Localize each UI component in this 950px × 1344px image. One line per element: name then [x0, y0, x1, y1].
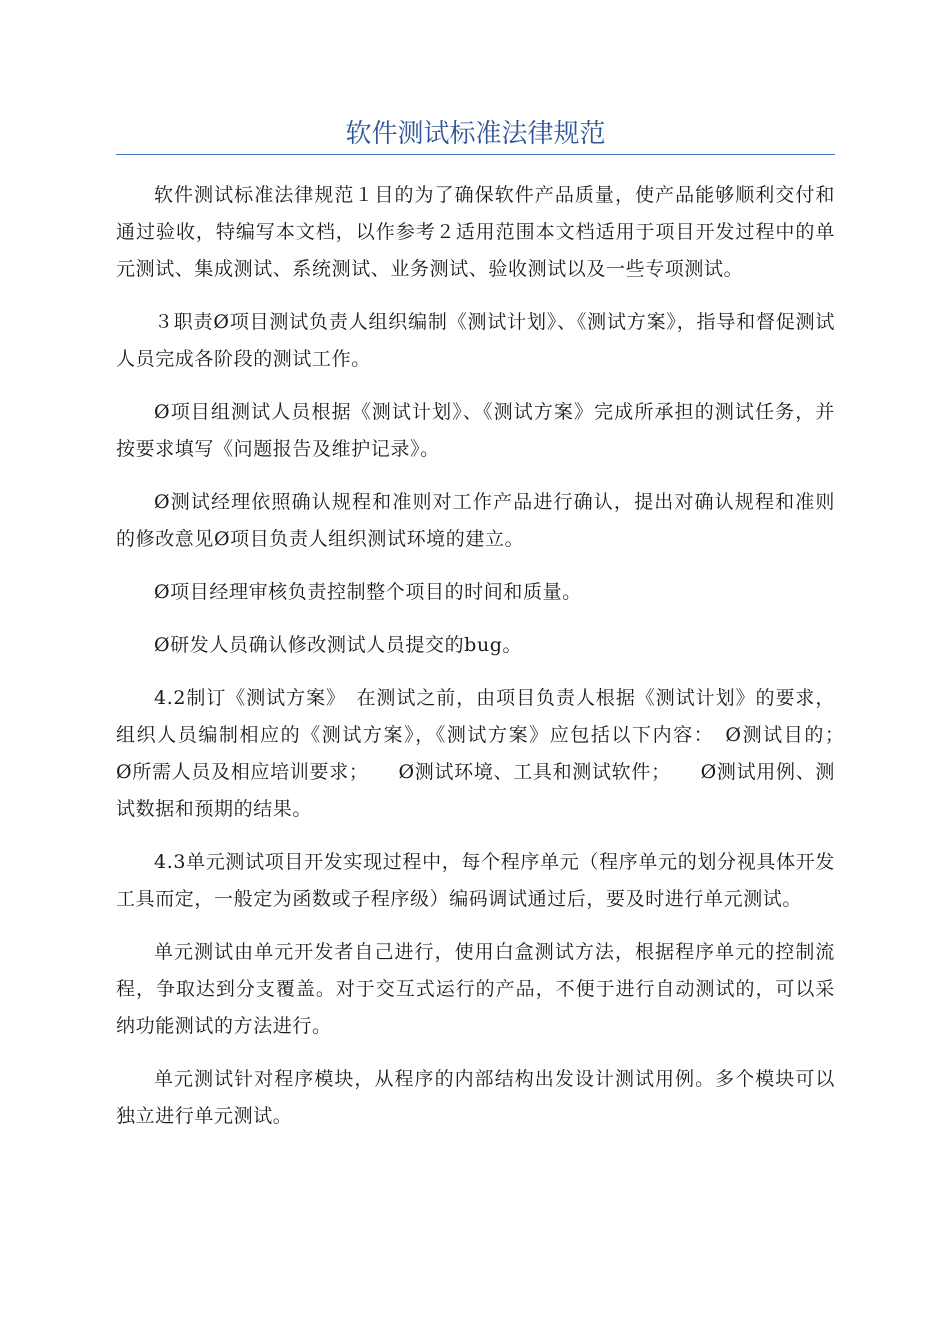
paragraph-project-manager: Ø项目经理审核负责控制整个项目的时间和质量。	[154, 581, 582, 603]
paragraph-test-manager: Ø测试经理依照确认规程和准则对工作产品进行确认，提出对确认规程和准则的修改意见Ø项目负责人组织测试环境的建立。	[116, 491, 835, 550]
paragraph-purpose-scope: 软件测试标准法律规范１目的为了确保软件产品质量，使产品能够顺利交付和通过验收，特编写本文档，以作参考２适用范围本文档适用于项目开发过程中的单元测试、集成测试、系统测试、业务测试、验收测试以及一些专项测试。	[116, 184, 835, 280]
paragraph-unit-test-modules: 单元测试针对程序模块，从程序的内部结构出发设计测试用例。多个模块可以独立进行单元测试。	[116, 1068, 835, 1127]
paragraph-team-testers: Ø项目组测试人员根据《测试计划》、《测试方案》完成所承担的测试任务，并按要求填写《问题报告及维护记录》。	[116, 401, 835, 460]
document-page	[116, 0, 875, 1151]
paragraph-developers: Ø研发人员确认修改测试人员提交的bug。	[154, 634, 523, 656]
title-underline	[116, 154, 835, 155]
paragraph-responsibilities: ３职责Ø项目测试负责人组织编制《测试计划》、《测试方案》，指导和督促测试人员完成各阶段的测试工作。	[116, 311, 835, 370]
document-title: 软件测试标准法律规范	[345, 119, 606, 149]
document-body	[116, 177, 875, 1135]
paragraph-unit-test-method: 单元测试由单元开发者自己进行，使用白盒测试方法，根据程序单元的控制流程，争取达到分支覆盖。对于交互式运行的产品，不便于进行自动测试的，可以采纳功能测试的方法进行。	[116, 941, 835, 1037]
paragraph-test-plan: 4.2制订《测试方案》 在测试之前，由项目负责人根据《测试计划》的要求，组织人员编制相应的《测试方案》，《测试方案》应包括以下内容： Ø测试目的； Ø所需人员及相应培训要求； Ø测试环境、工具和测试软件； Ø测试用例、测试数据和预期的结果。	[116, 687, 875, 820]
paragraph-unit-testing: 4.3单元测试项目开发实现过程中，每个程序单元（程序单元的划分视具体开发工具而定，一般定为函数或子程序级）编码调试通过后，要及时进行单元测试。	[116, 851, 835, 910]
